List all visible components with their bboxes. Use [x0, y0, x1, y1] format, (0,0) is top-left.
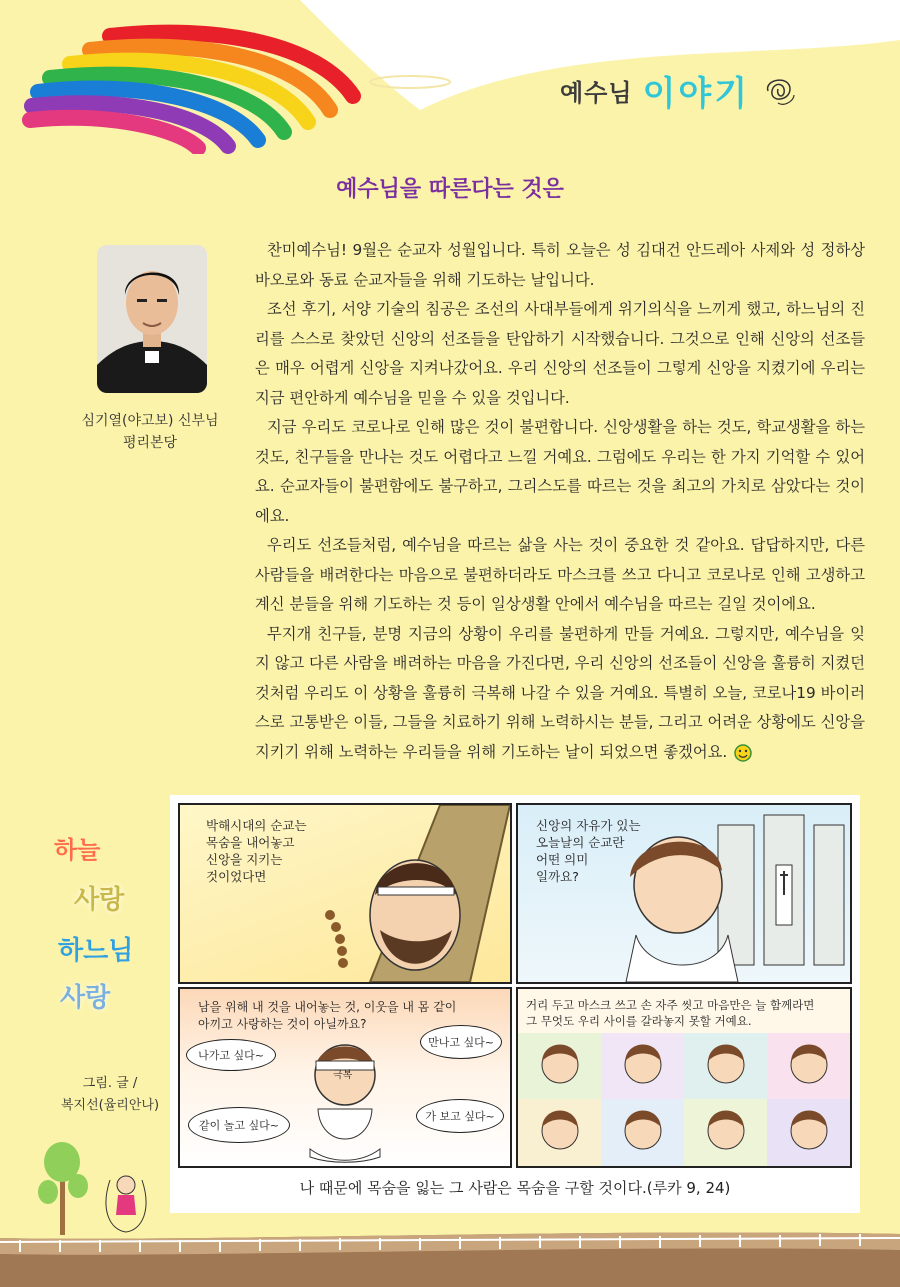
- author-info: [60, 410, 240, 454]
- article-paragraph: 조선 후기, 서양 기술의 침공은 조선의 사대부들에게 위기의식을 느끼게 했고, 하느님의 진리를 스스로 찾았던 신앙의 선조들을 탄압하기 시작했습니다. 그것으로 인해 신앙의 선조들은 매우 어렵게 신앙을 지켜나갔어요. 우리 신앙의 선조들이 그렇게 신앙을 지켰기에 우리는 지금 편안하게 예수님을 믿을 수 있을 것입니다.: [255, 300, 865, 407]
- article-paragraph: 지금 우리도 코로나로 인해 많은 것이 불편합니다. 신앙생활을 하는 것도, 학교생활을 하는 것도, 친구들을 만나는 것도 어렵다고 느낄 거예요. 그럼에도 우리는 한 가지 기억할 수 있어요. 순교자들이 불편함에도 불구하고, 그리스도를 따르는 것을 최고의 가치로 삼았다는 것이에요.: [255, 418, 865, 525]
- comic-panel-4: [516, 987, 852, 1168]
- section-header: [560, 66, 800, 115]
- thought-bubble: 같이 놀고 싶다~: [188, 1107, 290, 1143]
- comic-credit: [50, 1073, 170, 1117]
- comic-panel-2: [516, 803, 852, 984]
- comic-side-title: [48, 830, 158, 1014]
- article-title: 예수님을 따른다는 것은: [336, 177, 564, 202]
- praying-boy-illustration: [300, 1039, 390, 1164]
- article-body: [255, 236, 865, 767]
- side-title-line4: 사랑: [60, 983, 111, 1013]
- kids-grid-illustration: [518, 1033, 850, 1166]
- author-parish: 평리본당: [122, 435, 178, 451]
- article-paragraph: 찬미예수님! 9월은 순교자 성월입니다. 특히 오늘은 성 김대건 안드레아 사제와 성 정하상 바오로와 동료 순교자들을 위해 기도하는 날입니다.: [255, 241, 865, 289]
- side-title-line2: 사랑: [74, 885, 125, 915]
- author-name: 심기열(야고보) 신부님: [81, 413, 219, 429]
- headband-text: 극복: [333, 1070, 353, 1081]
- thought-bubble: 가 보고 싶다~: [416, 1099, 504, 1133]
- thought-bubble: 만나고 싶다~: [420, 1025, 502, 1059]
- side-title-line3: 하느님: [58, 936, 134, 966]
- article-paragraph: [255, 620, 865, 768]
- ground-strip: [0, 1220, 900, 1287]
- credit-line1: 그림. 글 /: [82, 1076, 138, 1091]
- comic-panel-3: [178, 987, 512, 1168]
- panel4-text: 거리 두고 마스크 쓰고 손 자주 씻고 마음만은 늘 함께라면 그 무엇도 우리 사이를 갈라놓지 못할 거예요.: [526, 998, 815, 1028]
- smile-icon: [732, 742, 754, 762]
- panel1-text: 박해시대의 순교는 목숨을 내어놓고 신앙을 지키는 것이었다면: [206, 818, 307, 884]
- comic-strip: [170, 795, 860, 1213]
- article-paragraph-last: 무지개 친구들, 분명 지금의 상황이 우리를 불편하게 만들 거예요. 그렇지만, 예수님을 잊지 않고 다른 사람을 배려하는 마음을 가진다면, 우리 신앙의 선조들이 신앙을 훌륭히 지켰던 것처럼 우리도 이 상황을 훌륭히 극복해 나갈 수 있을 거예요. 특별히 오늘, 코로나19 바이러스로 고통받은 이들, 그들을 치료하기 위해 노력하시는 분들, 그리고 어려운 상황에도 신앙을 지키기 위해 노력하는 우리들을 위해 기도하는 날이 되었으면 좋겠어요.: [255, 624, 865, 761]
- panel3-text: 남을 위해 내 것을 내어놓는 것, 이웃을 내 몸 같이 아끼고 사랑하는 것이 아닐까요?: [198, 1000, 457, 1031]
- side-title-line1: 하늘: [54, 836, 101, 864]
- thought-bubble: 나가고 싶다~: [186, 1039, 276, 1071]
- panel2-text: 신앙의 자유가 있는 오늘날의 순교란 어떤 의미 일까요?: [536, 818, 641, 884]
- scribble-icon: [760, 71, 800, 111]
- author-photo: [97, 245, 207, 393]
- article-paragraph: 우리도 선조들처럼, 예수님을 따르는 삶을 사는 것이 중요한 것 같아요. 답답하지만, 다른 사람들을 배려한다는 마음으로 불편하더라도 마스크를 쓰고 다니고 코로나로 인해 고생하고 계신 분들을 위해 기도하는 것 등이 일상생활 안에서 예수님을 따르는 길일 것이에요.: [255, 536, 865, 613]
- credit-line2: 복지선(율리안나): [60, 1098, 160, 1113]
- comic-panel-1: [178, 803, 512, 984]
- section-header-small: 예수님: [560, 79, 633, 107]
- comic-caption: 나 때문에 목숨을 잃는 그 사람은 목숨을 구할 것이다.(루카 9, 24): [299, 1179, 731, 1197]
- section-header-big: 이야기: [642, 74, 751, 114]
- rainbow-logo: [18, 24, 368, 154]
